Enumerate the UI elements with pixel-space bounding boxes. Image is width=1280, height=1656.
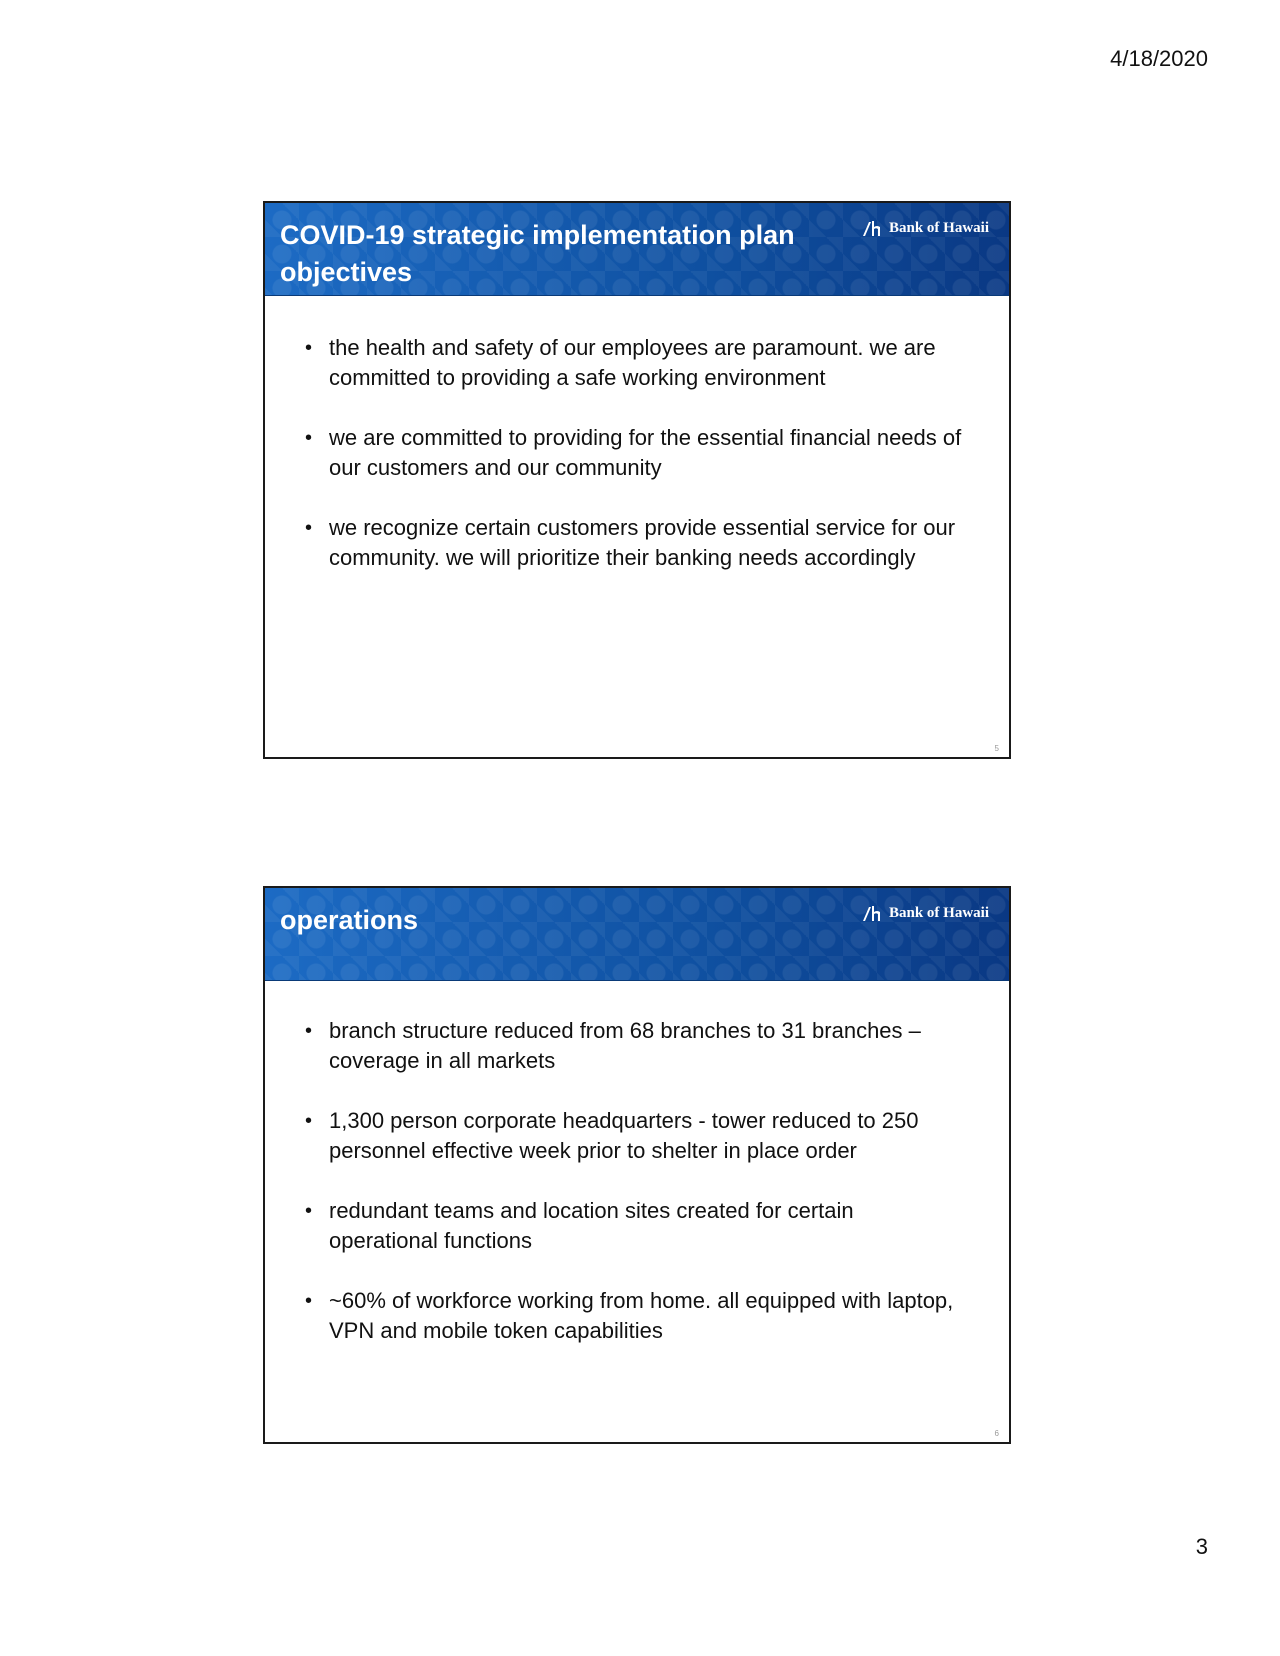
list-item (305, 333, 965, 393)
bullet-icon: • (305, 337, 313, 359)
logo-text: Bank of Hawaii (888, 904, 989, 921)
slide-header (265, 203, 1009, 296)
logo-text: Bank of Hawaii (888, 219, 989, 236)
list-item (305, 1106, 965, 1166)
bullet-text: redundant teams and location sites created for certain operational functions (329, 1198, 854, 1253)
bank-of-hawaii-logo-icon (861, 219, 883, 237)
slide-number: 5 (994, 744, 999, 753)
list-item (305, 1196, 965, 1256)
list-item (305, 423, 965, 483)
bullet-text: we recognize certain customers provide essential service for our community. we will prioritize their banking needs accordingly (329, 515, 956, 570)
list-item (305, 1016, 965, 1076)
bullet-text: ~60% of workforce working from home. all equipped with laptop, VPN and mobile token capabilities (329, 1288, 954, 1343)
page-date: 4/18/2020 (1110, 46, 1208, 71)
slide-title: COVID-19 strategic implementation plan objectives (280, 220, 795, 287)
bullet-icon: • (305, 1110, 313, 1132)
bullet-text: the health and safety of our employees are paramount. we are committed to providing a safe working environment (329, 335, 936, 390)
bullet-list (305, 333, 965, 603)
slide-number: 6 (994, 1429, 999, 1438)
bullet-icon: • (305, 1020, 313, 1042)
slide-operations (263, 886, 1011, 1444)
bullet-list (305, 1016, 965, 1376)
list-item (305, 513, 965, 573)
bullet-text: branch structure reduced from 68 branches to 31 branches – coverage in all markets (329, 1018, 921, 1073)
bank-logo (861, 219, 989, 237)
slide-objectives (263, 201, 1011, 759)
slide-header (265, 888, 1009, 981)
bank-logo (861, 904, 989, 922)
page-number: 3 (1195, 1534, 1208, 1559)
bullet-text: we are committed to providing for the essential financial needs of our customers and our community (329, 425, 962, 480)
bullet-icon: • (305, 517, 313, 539)
bullet-text: 1,300 person corporate headquarters - tower reduced to 250 personnel effective week prior to shelter in place order (329, 1108, 919, 1163)
bullet-icon: • (305, 427, 313, 449)
bank-of-hawaii-logo-icon (861, 904, 883, 922)
bullet-icon: • (305, 1200, 313, 1222)
list-item (305, 1286, 965, 1346)
bullet-icon: • (305, 1290, 313, 1312)
slide-title: operations (280, 905, 419, 935)
